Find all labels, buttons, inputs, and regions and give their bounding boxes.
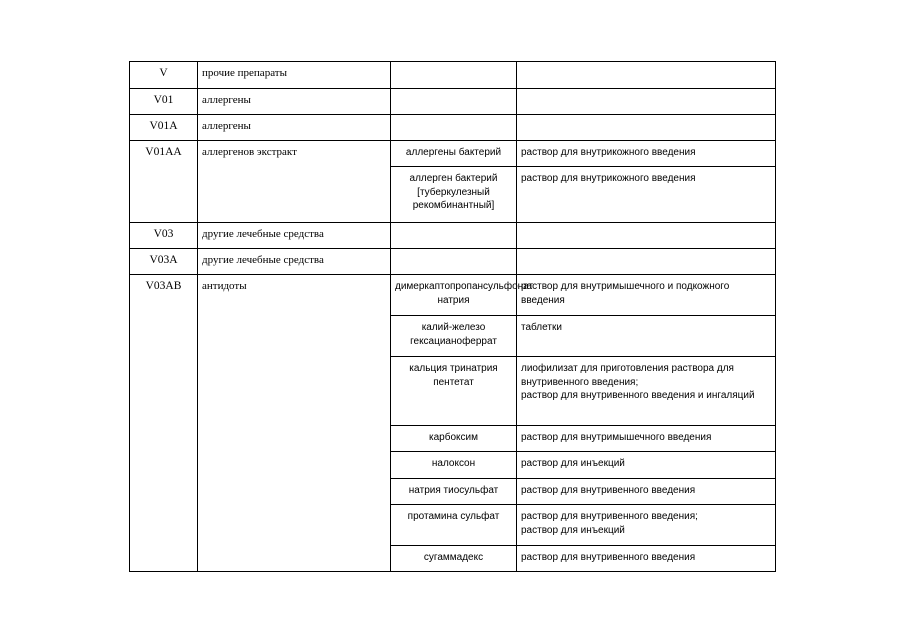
dosage-form-cell: раствор для внутримышечного введения [517,426,776,452]
atc-code-cell: V [130,62,198,89]
drug-name-cell [391,89,517,115]
dosage-form-cell: раствор для внутримышечного и подкожного введения [517,275,776,316]
drug-name-cell: протамина сульфат [391,505,517,546]
drug-name-cell [391,115,517,141]
dosage-form-cell [517,249,776,275]
drug-name-cell: аллергены бактерий [391,141,517,167]
table-row [130,223,776,249]
drug-classification-table [129,61,776,572]
atc-code-cell: V01A [130,115,198,141]
drug-name-cell [391,62,517,89]
drug-name-cell: натрия тиосульфат [391,479,517,505]
table-row [130,249,776,275]
dosage-form-cell: раствор для внутривенного введения [517,479,776,505]
drug-name-cell: сугаммадекс [391,546,517,572]
table-row [130,89,776,115]
anatomical-group-cell: другие лечебные средства [198,223,391,249]
anatomical-group-cell: прочие препараты [198,62,391,89]
atc-code-cell: V03 [130,223,198,249]
dosage-form-cell [517,223,776,249]
dosage-form-cell [517,62,776,89]
drug-name-cell: налоксон [391,452,517,479]
dosage-form-cell: лиофилизат для приготовления раствора для внутривенного введения; раствор для внутривенного введения и ингаляций [517,357,776,426]
drug-name-cell: кальция тринатрия пентетат [391,357,517,426]
anatomical-group-cell: аллергены [198,89,391,115]
drug-name-cell: карбоксим [391,426,517,452]
atc-code-cell: V03A [130,249,198,275]
anatomical-group-cell: антидоты [198,275,391,572]
table-row [130,115,776,141]
atc-code-cell: V01 [130,89,198,115]
anatomical-group-cell: аллергенов экстракт [198,141,391,223]
dosage-form-cell: раствор для внутрикожного введения [517,167,776,223]
atc-code-cell: V01AA [130,141,198,223]
drug-name-cell [391,249,517,275]
dosage-form-cell: раствор для инъекций [517,452,776,479]
table-row [130,141,776,167]
drug-name-cell [391,223,517,249]
dosage-form-cell: раствор для внутривенного введения; раствор для инъекций [517,505,776,546]
drug-name-cell: калий-железо гексацианоферрат [391,316,517,357]
table-row [130,62,776,89]
anatomical-group-cell: аллергены [198,115,391,141]
table-row [130,275,776,316]
atc-code-cell: V03AB [130,275,198,572]
dosage-form-cell [517,89,776,115]
dosage-form-cell: раствор для внутривенного введения [517,546,776,572]
drug-name-cell: димеркаптопропансульфонат натрия [391,275,517,316]
anatomical-group-cell: другие лечебные средства [198,249,391,275]
dosage-form-cell: раствор для внутрикожного введения [517,141,776,167]
dosage-form-cell: таблетки [517,316,776,357]
drug-name-cell: аллерген бактерий [туберкулезный рекомбинантный] [391,167,517,223]
dosage-form-cell [517,115,776,141]
table-body [130,62,776,572]
